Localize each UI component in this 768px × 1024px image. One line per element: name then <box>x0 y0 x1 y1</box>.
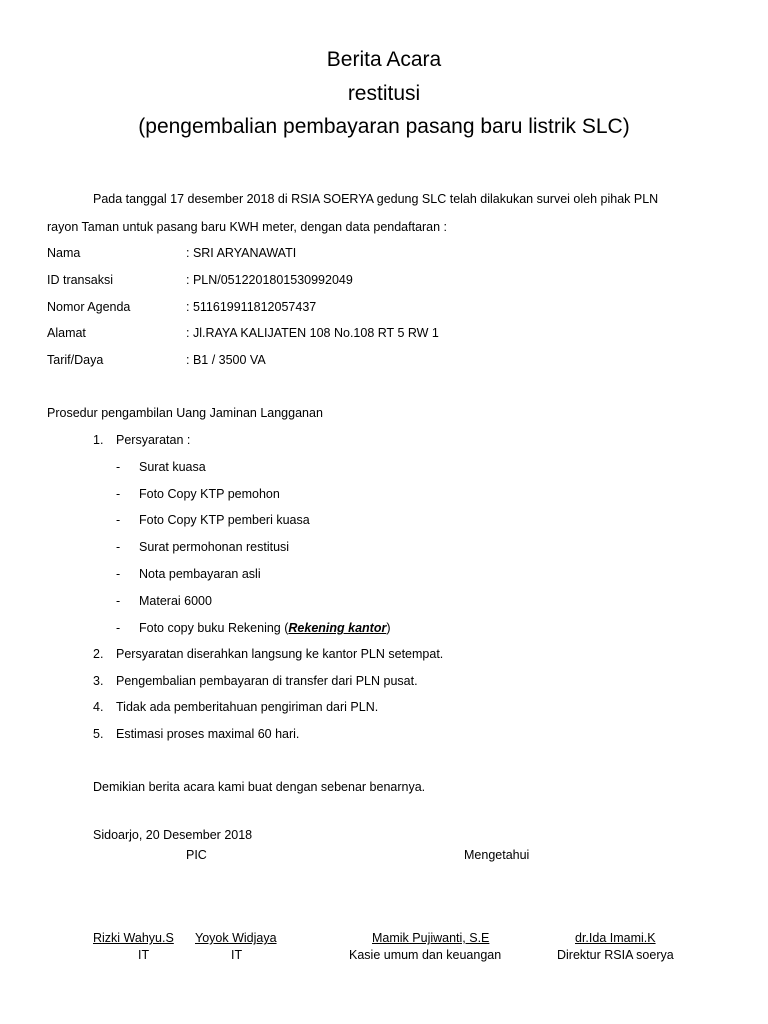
field-label-id-transaksi: ID transaksi <box>47 273 113 287</box>
requirement-item: Foto Copy KTP pemberi kuasa <box>139 513 310 527</box>
signatory-name: dr.Ida Imami.K <box>575 931 656 945</box>
signatory-name: Rizki Wahyu.S <box>93 931 174 945</box>
requirement-emphasis: Rekening kantor <box>288 621 387 635</box>
field-value-alamat: : Jl.RAYA KALIJATEN 108 No.108 RT 5 RW 1 <box>186 326 439 340</box>
step-number: 1. <box>93 433 104 447</box>
place-date: Sidoarjo, 20 Desember 2018 <box>93 828 253 842</box>
field-label-nomor-agenda: Nomor Agenda <box>47 300 131 314</box>
list-dash: - <box>116 460 121 474</box>
role-mengetahui: Mengetahui <box>464 848 530 862</box>
requirement-item-rekening <box>139 620 391 636</box>
field-label-nama: Nama <box>47 246 81 260</box>
list-dash: - <box>116 621 121 635</box>
requirement-item: Nota pembayaran asli <box>139 567 261 581</box>
intro-line-1: Pada tanggal 17 desember 2018 di RSIA SOERYA gedung SLC telah dilakukan survei oleh pihak PLN <box>93 192 659 206</box>
step-text: Tidak ada pemberitahuan pengiriman dari PLN. <box>116 700 379 714</box>
requirement-prefix: Foto copy buku Rekening ( <box>139 621 289 635</box>
field-value-id-transaksi: : PLN/0512201801530992049 <box>186 273 353 287</box>
document-subtitle-detail: (pengembalian pembayaran pasang baru listrik SLC) <box>138 115 630 138</box>
step-text: Persyaratan diserahkan langsung ke kantor PLN setempat. <box>116 647 444 661</box>
list-dash: - <box>116 594 121 608</box>
procedure-heading: Prosedur pengambilan Uang Jaminan Langganan <box>47 406 323 420</box>
requirement-item: Surat permohonan restitusi <box>139 540 290 554</box>
signatory-name: Mamik Pujiwanti, S.E <box>372 931 490 945</box>
field-value-nama: : SRI ARYANAWATI <box>186 246 297 260</box>
step-number: 3. <box>93 674 104 688</box>
step-number: 2. <box>93 647 104 661</box>
field-label-tarif-daya: Tarif/Daya <box>47 353 104 367</box>
requirement-suffix: ) <box>386 621 391 635</box>
closing-statement: Demikian berita acara kami buat dengan sebenar benarnya. <box>93 780 426 794</box>
step-number: 5. <box>93 727 104 741</box>
signatory-title: Kasie umum dan keuangan <box>349 948 502 962</box>
role-pic: PIC <box>186 848 207 862</box>
intro-line-2: rayon Taman untuk pasang baru KWH meter, dengan data pendaftaran : <box>47 220 448 234</box>
step-text: Pengembalian pembayaran di transfer dari PLN pusat. <box>116 674 418 688</box>
requirement-item: Surat kuasa <box>139 460 206 474</box>
signatory-title: IT <box>231 948 243 962</box>
list-dash: - <box>116 513 121 527</box>
signatory-name: Yoyok Widjaya <box>195 931 277 945</box>
list-dash: - <box>116 487 121 501</box>
document-subtitle: restitusi <box>347 82 421 105</box>
signatory-title: IT <box>138 948 150 962</box>
list-dash: - <box>116 567 121 581</box>
list-dash: - <box>116 540 121 554</box>
signatory-title: Direktur RSIA soerya <box>557 948 674 962</box>
field-value-tarif-daya: : B1 / 3500 VA <box>186 353 266 367</box>
requirement-item: Materai 6000 <box>139 594 212 608</box>
document-title: Berita Acara <box>326 48 442 71</box>
step-text: Estimasi proses maximal 60 hari. <box>116 727 300 741</box>
step-number: 4. <box>93 700 104 714</box>
field-value-nomor-agenda: : 511619911812057437 <box>186 300 317 314</box>
step-text: Persyaratan : <box>116 433 191 447</box>
field-label-alamat: Alamat <box>47 326 86 340</box>
requirement-item: Foto Copy KTP pemohon <box>139 487 280 501</box>
